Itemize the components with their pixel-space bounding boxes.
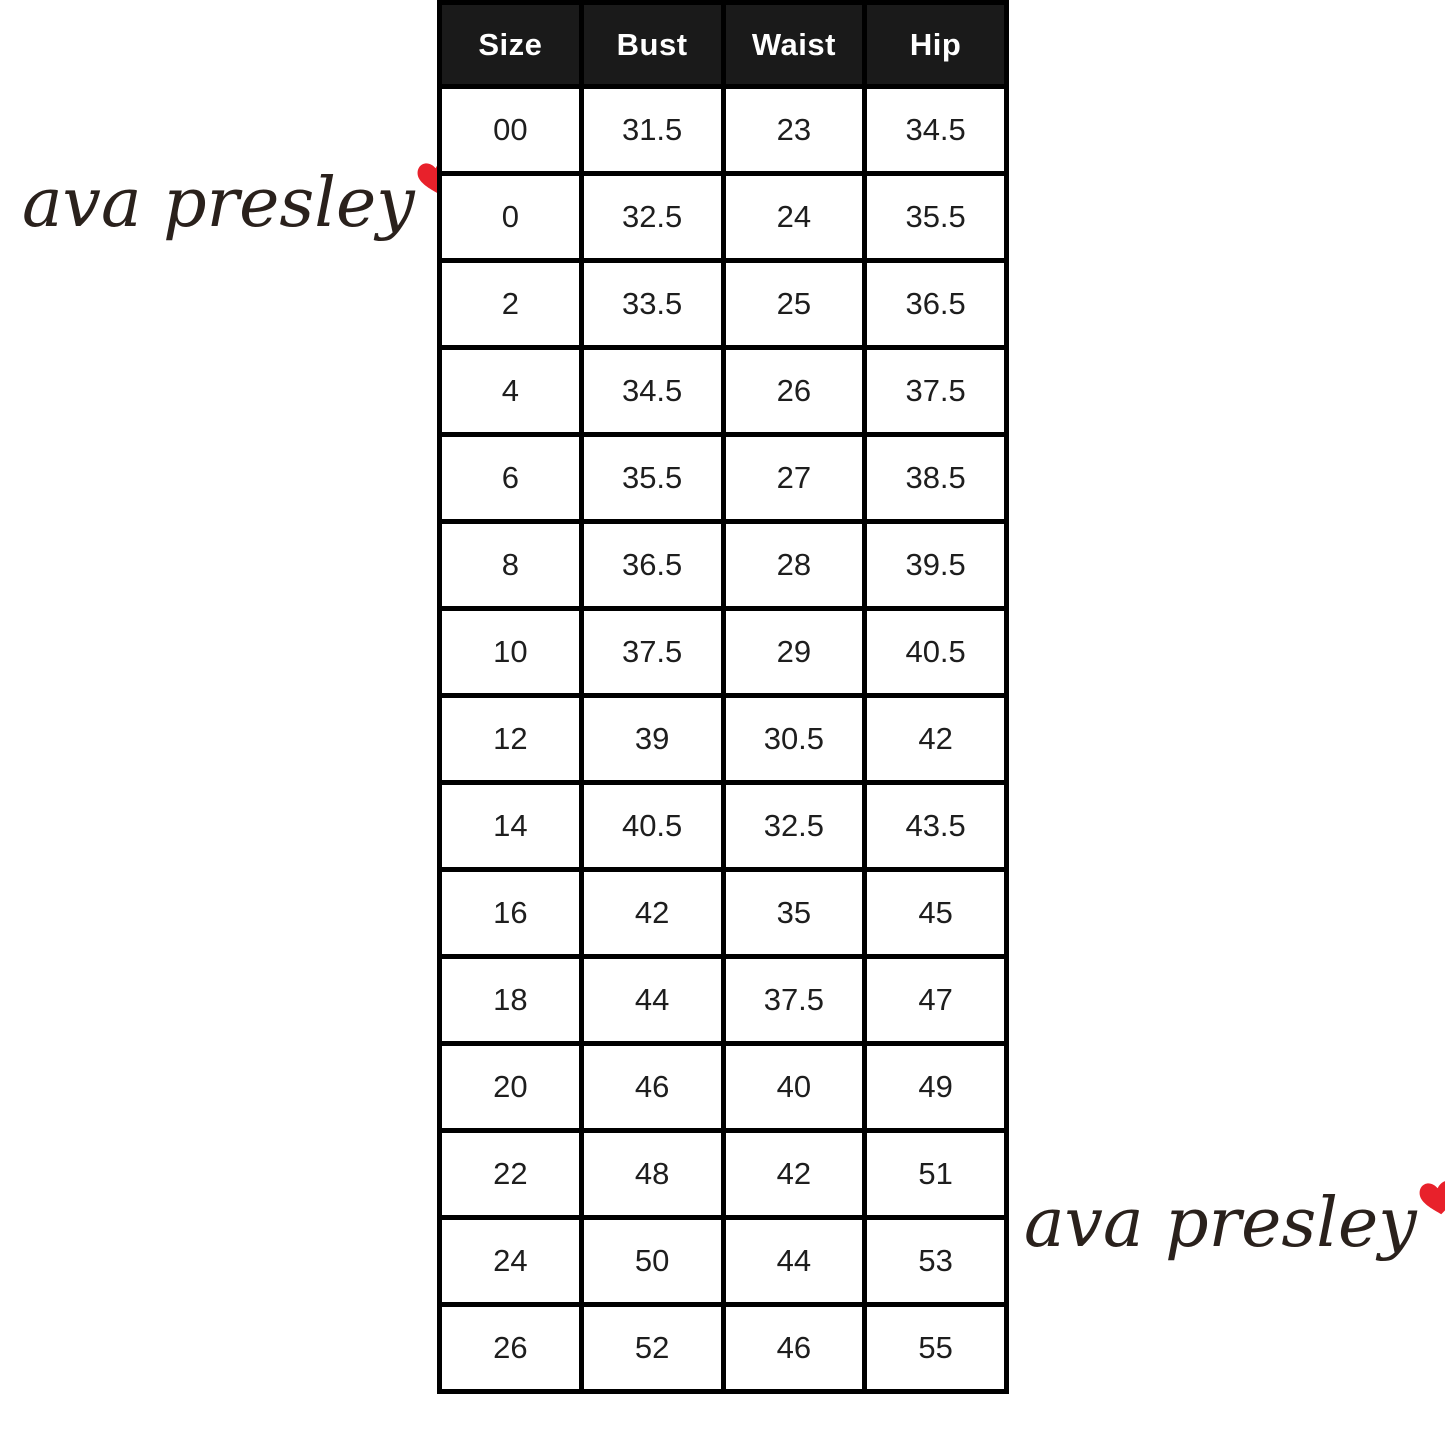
size-table-body (440, 87, 1007, 1392)
cell-waist: 27 (723, 435, 865, 522)
table-row (440, 1218, 1007, 1305)
table-row (440, 174, 1007, 261)
cell-hip: 51 (865, 1131, 1007, 1218)
size-table-wrap (437, 0, 1009, 1445)
table-row (440, 435, 1007, 522)
cell-size: 18 (440, 957, 582, 1044)
cell-size: 4 (440, 348, 582, 435)
table-row (440, 261, 1007, 348)
cell-size: 0 (440, 174, 582, 261)
brand-logo-text: ava presley (1024, 1184, 1417, 1263)
brand-logo-bottom-right (1024, 1178, 1445, 1270)
table-row (440, 87, 1007, 174)
cell-bust: 34.5 (581, 348, 723, 435)
cell-size: 8 (440, 522, 582, 609)
cell-bust: 33.5 (581, 261, 723, 348)
cell-size: 00 (440, 87, 582, 174)
cell-size: 14 (440, 783, 582, 870)
cell-waist: 26 (723, 348, 865, 435)
cell-bust: 44 (581, 957, 723, 1044)
column-header-bust: Bust (581, 3, 723, 87)
table-row (440, 348, 1007, 435)
table-row (440, 783, 1007, 870)
cell-size: 6 (440, 435, 582, 522)
table-row (440, 522, 1007, 609)
table-row (440, 696, 1007, 783)
table-row (440, 957, 1007, 1044)
cell-hip: 40.5 (865, 609, 1007, 696)
cell-hip: 53 (865, 1218, 1007, 1305)
column-header-waist: Waist (723, 3, 865, 87)
table-row (440, 1305, 1007, 1392)
cell-bust: 40.5 (581, 783, 723, 870)
cell-size: 12 (440, 696, 582, 783)
size-table-head (440, 3, 1007, 87)
cell-bust: 31.5 (581, 87, 723, 174)
cell-hip: 42 (865, 696, 1007, 783)
cell-waist: 23 (723, 87, 865, 174)
cell-waist: 28 (723, 522, 865, 609)
cell-hip: 37.5 (865, 348, 1007, 435)
table-row (440, 609, 1007, 696)
table-row (440, 1131, 1007, 1218)
column-header-hip: Hip (865, 3, 1007, 87)
cell-size: 24 (440, 1218, 582, 1305)
cell-bust: 42 (581, 870, 723, 957)
cell-waist: 32.5 (723, 783, 865, 870)
heart-icon (1416, 1177, 1445, 1218)
cell-hip: 35.5 (865, 174, 1007, 261)
size-table (437, 0, 1009, 1394)
cell-hip: 45 (865, 870, 1007, 957)
table-row (440, 870, 1007, 957)
cell-size: 20 (440, 1044, 582, 1131)
cell-hip: 36.5 (865, 261, 1007, 348)
brand-logo-top-left (22, 158, 457, 250)
cell-waist: 46 (723, 1305, 865, 1392)
table-row (440, 1044, 1007, 1131)
cell-size: 16 (440, 870, 582, 957)
cell-hip: 38.5 (865, 435, 1007, 522)
cell-waist: 37.5 (723, 957, 865, 1044)
cell-bust: 50 (581, 1218, 723, 1305)
cell-waist: 42 (723, 1131, 865, 1218)
cell-waist: 44 (723, 1218, 865, 1305)
column-header-size: Size (440, 3, 582, 87)
cell-hip: 43.5 (865, 783, 1007, 870)
cell-bust: 48 (581, 1131, 723, 1218)
cell-bust: 35.5 (581, 435, 723, 522)
cell-size: 2 (440, 261, 582, 348)
cell-waist: 40 (723, 1044, 865, 1131)
cell-bust: 46 (581, 1044, 723, 1131)
cell-waist: 25 (723, 261, 865, 348)
table-header-row (440, 3, 1007, 87)
cell-bust: 52 (581, 1305, 723, 1392)
cell-bust: 37.5 (581, 609, 723, 696)
cell-hip: 49 (865, 1044, 1007, 1131)
cell-bust: 39 (581, 696, 723, 783)
cell-waist: 24 (723, 174, 865, 261)
cell-hip: 47 (865, 957, 1007, 1044)
cell-waist: 35 (723, 870, 865, 957)
brand-logo-text: ava presley (22, 164, 415, 243)
cell-bust: 36.5 (581, 522, 723, 609)
cell-hip: 55 (865, 1305, 1007, 1392)
cell-size: 10 (440, 609, 582, 696)
cell-size: 22 (440, 1131, 582, 1218)
cell-bust: 32.5 (581, 174, 723, 261)
cell-waist: 30.5 (723, 696, 865, 783)
cell-hip: 39.5 (865, 522, 1007, 609)
cell-size: 26 (440, 1305, 582, 1392)
cell-hip: 34.5 (865, 87, 1007, 174)
cell-waist: 29 (723, 609, 865, 696)
